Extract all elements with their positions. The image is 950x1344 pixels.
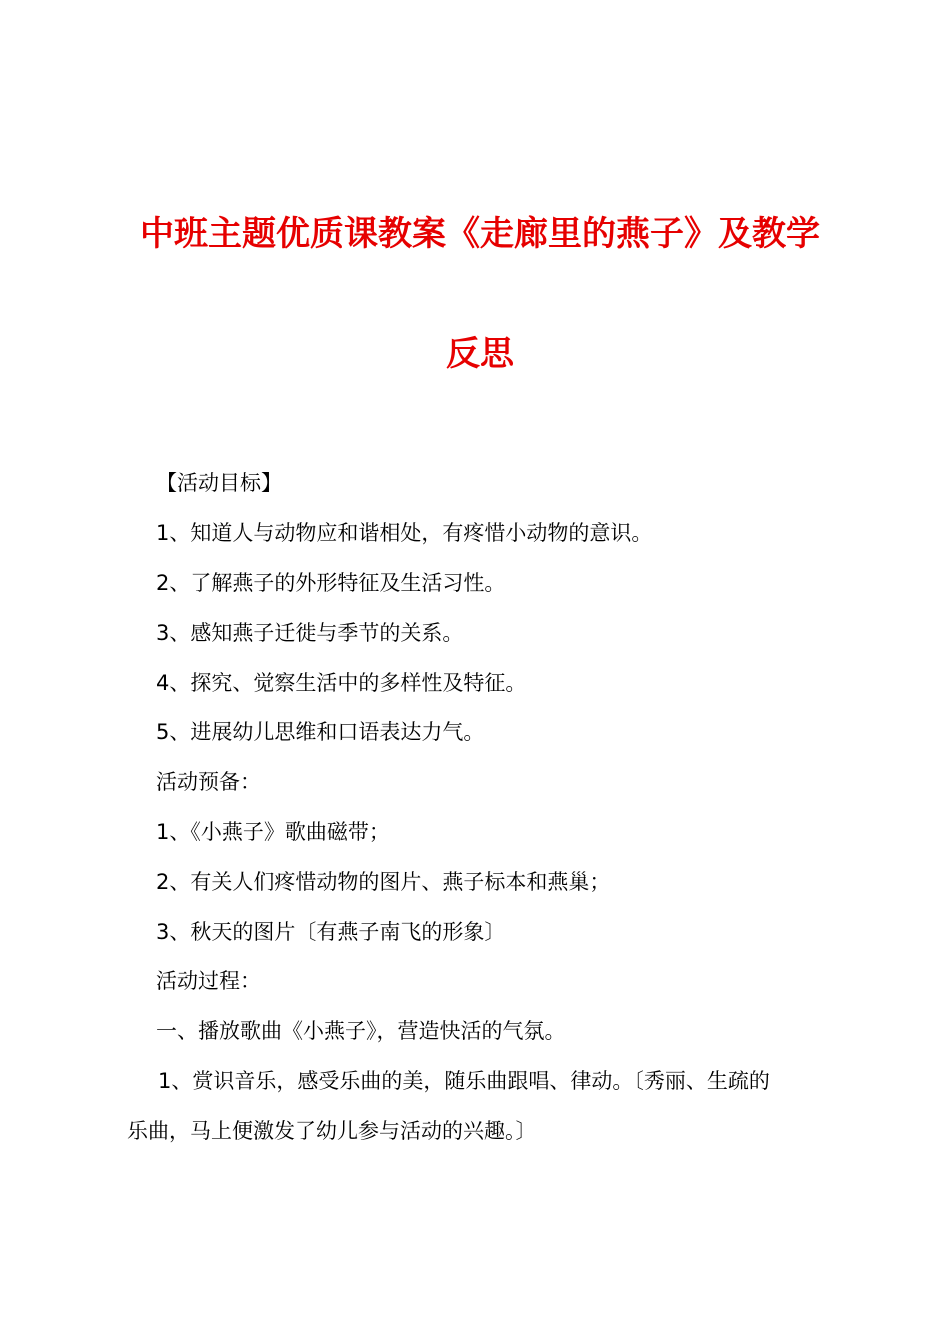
prep-item-1: 1、《小燕子》歌曲磁带； [156, 820, 390, 844]
document-title-line-2: 反思 [446, 334, 514, 374]
goal-item-3: 3、感知燕子迁徙与季节的关系。 [156, 621, 464, 645]
document-title-line-1: 中班主题优质课教案《走廊里的燕子》及教学 [140, 214, 820, 254]
prep-item-3: 3、秋天的图片〔有燕子南飞的形象〕 [156, 920, 506, 944]
section-heading-preparation: 活动预备： [156, 770, 261, 794]
process-substep-1-line-1: 1、赏识音乐，感受乐曲的美，随乐曲跟唱、律动。〔秀丽、生疏的 [158, 1069, 770, 1093]
process-substep-1-line-2: 乐曲，马上便激发了幼儿参与活动的兴趣。〕 [127, 1119, 537, 1143]
section-heading-activity-goals: 【活动目标】 [156, 471, 282, 495]
process-step-1: 一、播放歌曲《小燕子》，营造快活的气氛。 [156, 1019, 566, 1043]
prep-item-2: 2、有关人们疼惜动物的图片、燕子标本和燕巢； [156, 870, 611, 894]
section-heading-process: 活动过程： [156, 969, 261, 993]
goal-item-1: 1、知道人与动物应和谐相处，有疼惜小动物的意识。 [156, 521, 653, 545]
goal-item-2: 2、了解燕子的外形特征及生活习性。 [156, 571, 506, 595]
goal-item-4: 4、探究、觉察生活中的多样性及特征。 [156, 671, 527, 695]
goal-item-5: 5、进展幼儿思维和口语表达力气。 [156, 720, 485, 744]
